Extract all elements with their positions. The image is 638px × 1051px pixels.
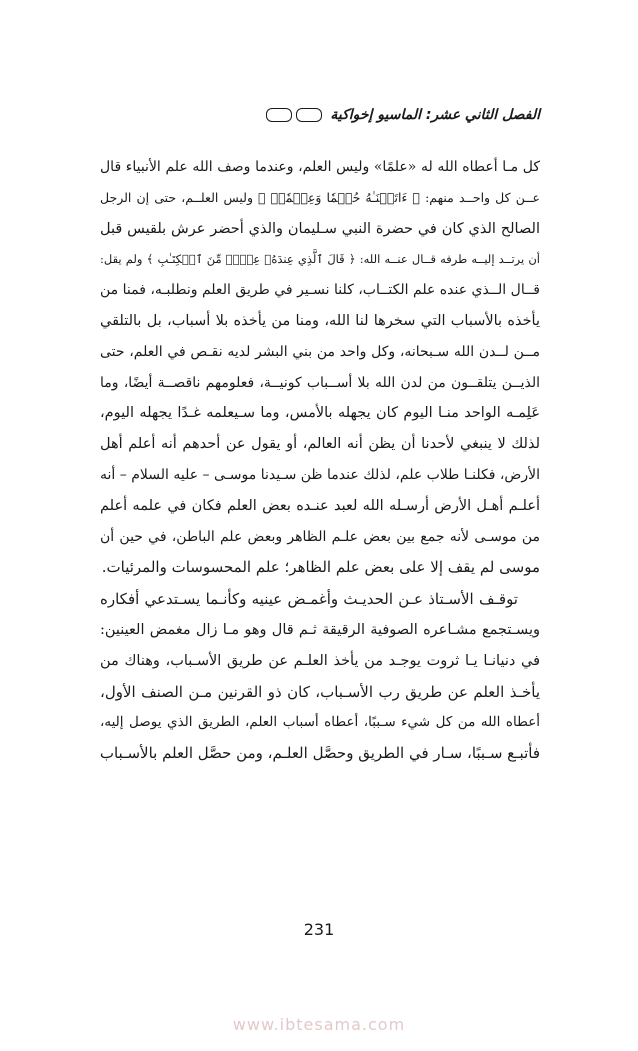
text-line: عَلِمـه الواحد منـا اليوم كان يجهله بالأمس، وما سـيعلمه غـدًا يجهله اليوم، (100, 405, 540, 422)
paragraph-1 (100, 152, 540, 583)
watermark-url: www.ibtesama.com (232, 1015, 406, 1034)
text-line: قــال الــذي عنده علم الكتــاب، كلنا نسـير في طريق العلم ونطلبـه، فمنا من (100, 282, 540, 299)
page-body (100, 152, 540, 769)
text-line: من موسـى لأنه جمع بين بعض علـم الظاهر وبعض علم الباطن، في حين أن (100, 528, 540, 545)
chapter-title: الفصل الثاني عشر: الماسيو إخواكية (330, 107, 540, 123)
text-line: الأرض، فكلنـا طلاب علم، لذلك عندما ظن سـيدنا موسـى – عليه السلام – أنه (100, 466, 540, 483)
text-line: كل مـا أعطاه الله له «علمًا» وليس العلم، وعندما وصف الله علم الأنبياء قال (100, 159, 540, 175)
text-line: ويسـتجمع مشـاعره الصوفية الرقيقة ثـم قال وهو مـا زال مغمض العينين: (100, 621, 540, 638)
paragraph-2 (100, 584, 540, 769)
text-line: مــن لــدن الله سـبحانه، وكل واحد من بني البشر لديه نقـص في العلم، حتى (100, 343, 540, 360)
page-number: 231 (303, 920, 335, 939)
text-line: توقـف الأسـتاذ عـن الحديـث وأغمـض عينيه وكأنـما يسـتدعي أفكاره (100, 590, 518, 609)
ornament-box-icon (296, 108, 322, 122)
text-line: موسى لم يقف إلا على بعض علم الظاهر؛ علم المحسوسات والمرئيات. (101, 558, 540, 577)
text-line: فأتبـع سـببًا، سـار في الطريق وحصَّل العلـم، ومن حصَّل العلم بالأسـباب (100, 744, 540, 763)
text-line: في دنيانـا يـا ثروت يوجـد من يأخذ العلـم عن طريق الأسـباب، وهناك من (100, 652, 540, 669)
running-header (100, 104, 540, 126)
text-line: عــن كل واحــد منهم: ﴿ ءَاتَيۡنَـٰهُ حُكۡمٗا وَعِلۡمٗاۚ ﴾ وليس العلــم، حتى إن الرجل (100, 189, 540, 205)
text-line: يأخذه بالأسباب التي سخرها لنا الله، ومنا من يأخذه بلا أسباب، بل بالتلقي (100, 312, 540, 329)
text-line: يأخـذ العلم عن طريق رب الأسـباب، كان ذو القرنين مـن الصنف الأول، (100, 682, 540, 701)
text-line: أعطاه الله من كل شيء سـببًا، أعطاه أسباب العلم، الطريق الذي يوصل إليه، (100, 714, 540, 731)
header-ornament (266, 108, 322, 122)
text-line: الصالح الذي كان في حضرة النبي سـليمان والذي أحضر عرش بلقيس قبل (100, 220, 540, 237)
text-line: أعلـم أهـل الأرض أرسـله الله لعبد عنـده بعض العلم فكان في علمه أعلم (100, 497, 540, 514)
text-line: الذيــن يتلقــون من لدن الله بلا أســباب كونيــة، فعلومهم ناقصــة أيضًا، وما (100, 374, 540, 391)
text-line: أن يرتــد إليــه طرفه قــال عنــه الله: ﴿ قَالَ ٱلَّذِي عِندَهُۥ عِلۡمٞ مِّنَ ٱلۡكِتَـٰبِ ﴾ ولم يقل: (100, 252, 540, 267)
text-line: لذلك لا ينبغي لأحدنا أن يظن أنه العالم، أو يقول عن أحدهم أنه أعلم أهل (100, 436, 540, 453)
ornament-box-icon (266, 108, 292, 122)
